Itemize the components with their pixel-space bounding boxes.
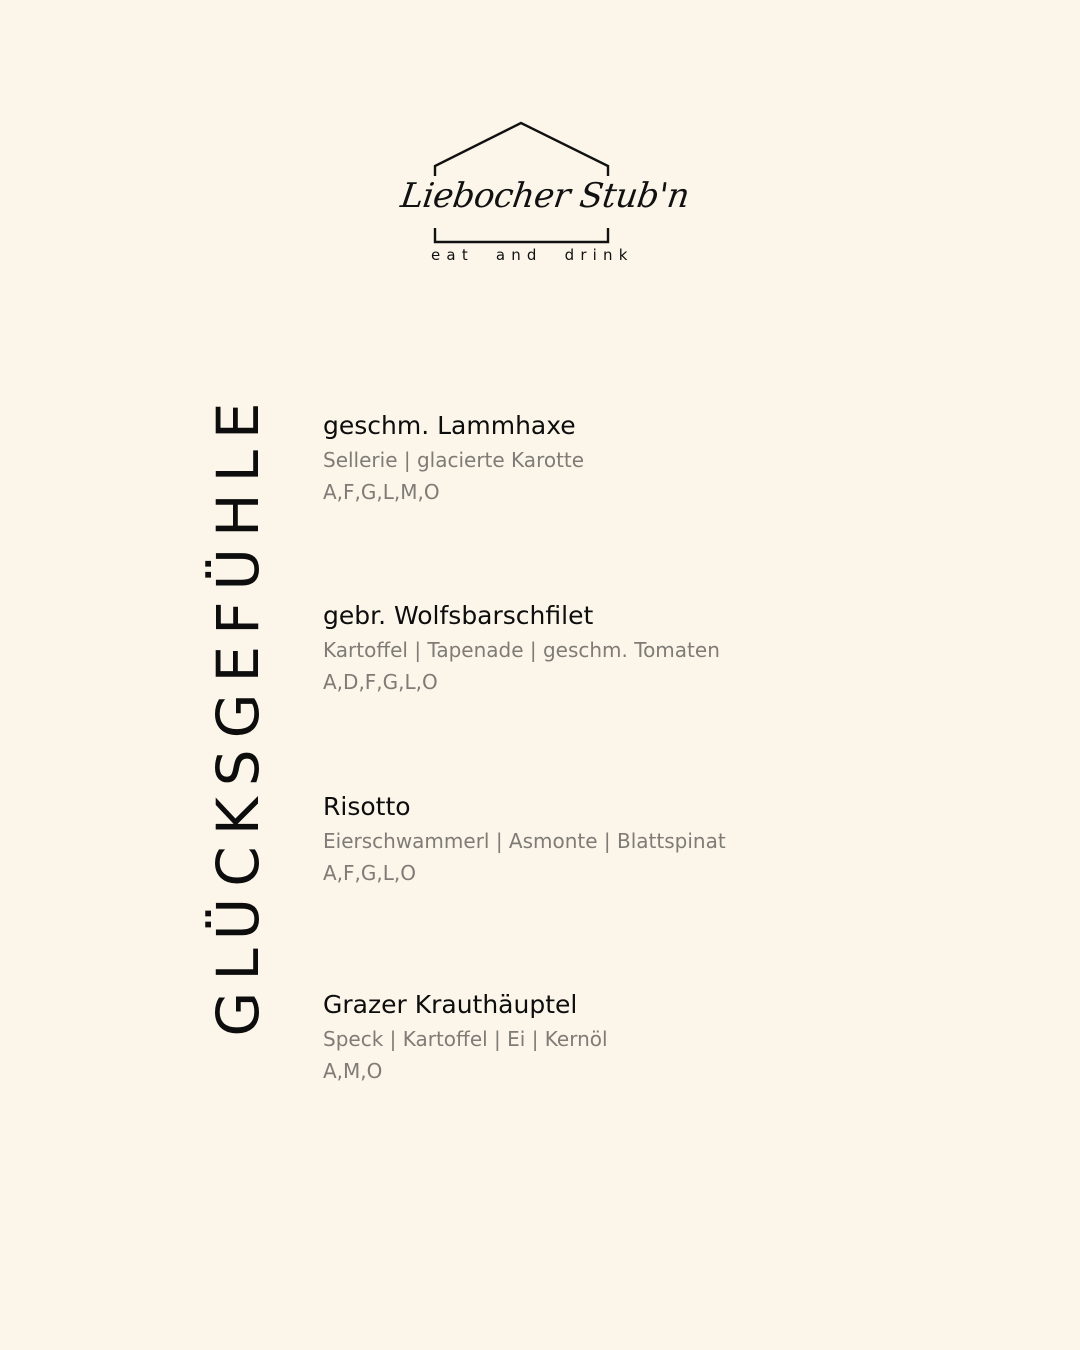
menu-item-description: Eierschwammerl | Asmonte | Blattspinat xyxy=(323,829,726,853)
menu-item-name: gebr. Wolfsbarschfilet xyxy=(323,601,594,630)
menu-item xyxy=(323,989,1023,1087)
logo xyxy=(395,118,692,273)
menu-item-description: Speck | Kartoffel | Ei | Kernöl xyxy=(323,1027,608,1051)
menu-item-allergens: A,D,F,G,L,O xyxy=(323,670,438,694)
logo-wordmark: Liebocher Stub'n xyxy=(398,176,692,216)
logo-tagline: eat and drink xyxy=(431,246,634,264)
menu-item-name: Risotto xyxy=(323,792,411,821)
menu-item-allergens: A,F,G,L,M,O xyxy=(323,480,440,504)
menu-item-allergens: A,F,G,L,O xyxy=(323,861,416,885)
menu-item-allergens: A,M,O xyxy=(323,1059,383,1083)
menu-item xyxy=(323,600,1023,698)
menu-item-description: Sellerie | glacierte Karotte xyxy=(323,448,585,472)
menu-item-description: Kartoffel | Tapenade | geschm. Tomaten xyxy=(323,638,720,662)
menu-item-name: geschm. Lammhaxe xyxy=(323,411,576,440)
menu-item xyxy=(323,410,1023,508)
section-title: GLÜCKSGEFÜHLE xyxy=(204,391,272,1037)
menu-item xyxy=(323,791,1023,889)
menu-item-name: Grazer Krauthäuptel xyxy=(323,990,578,1019)
